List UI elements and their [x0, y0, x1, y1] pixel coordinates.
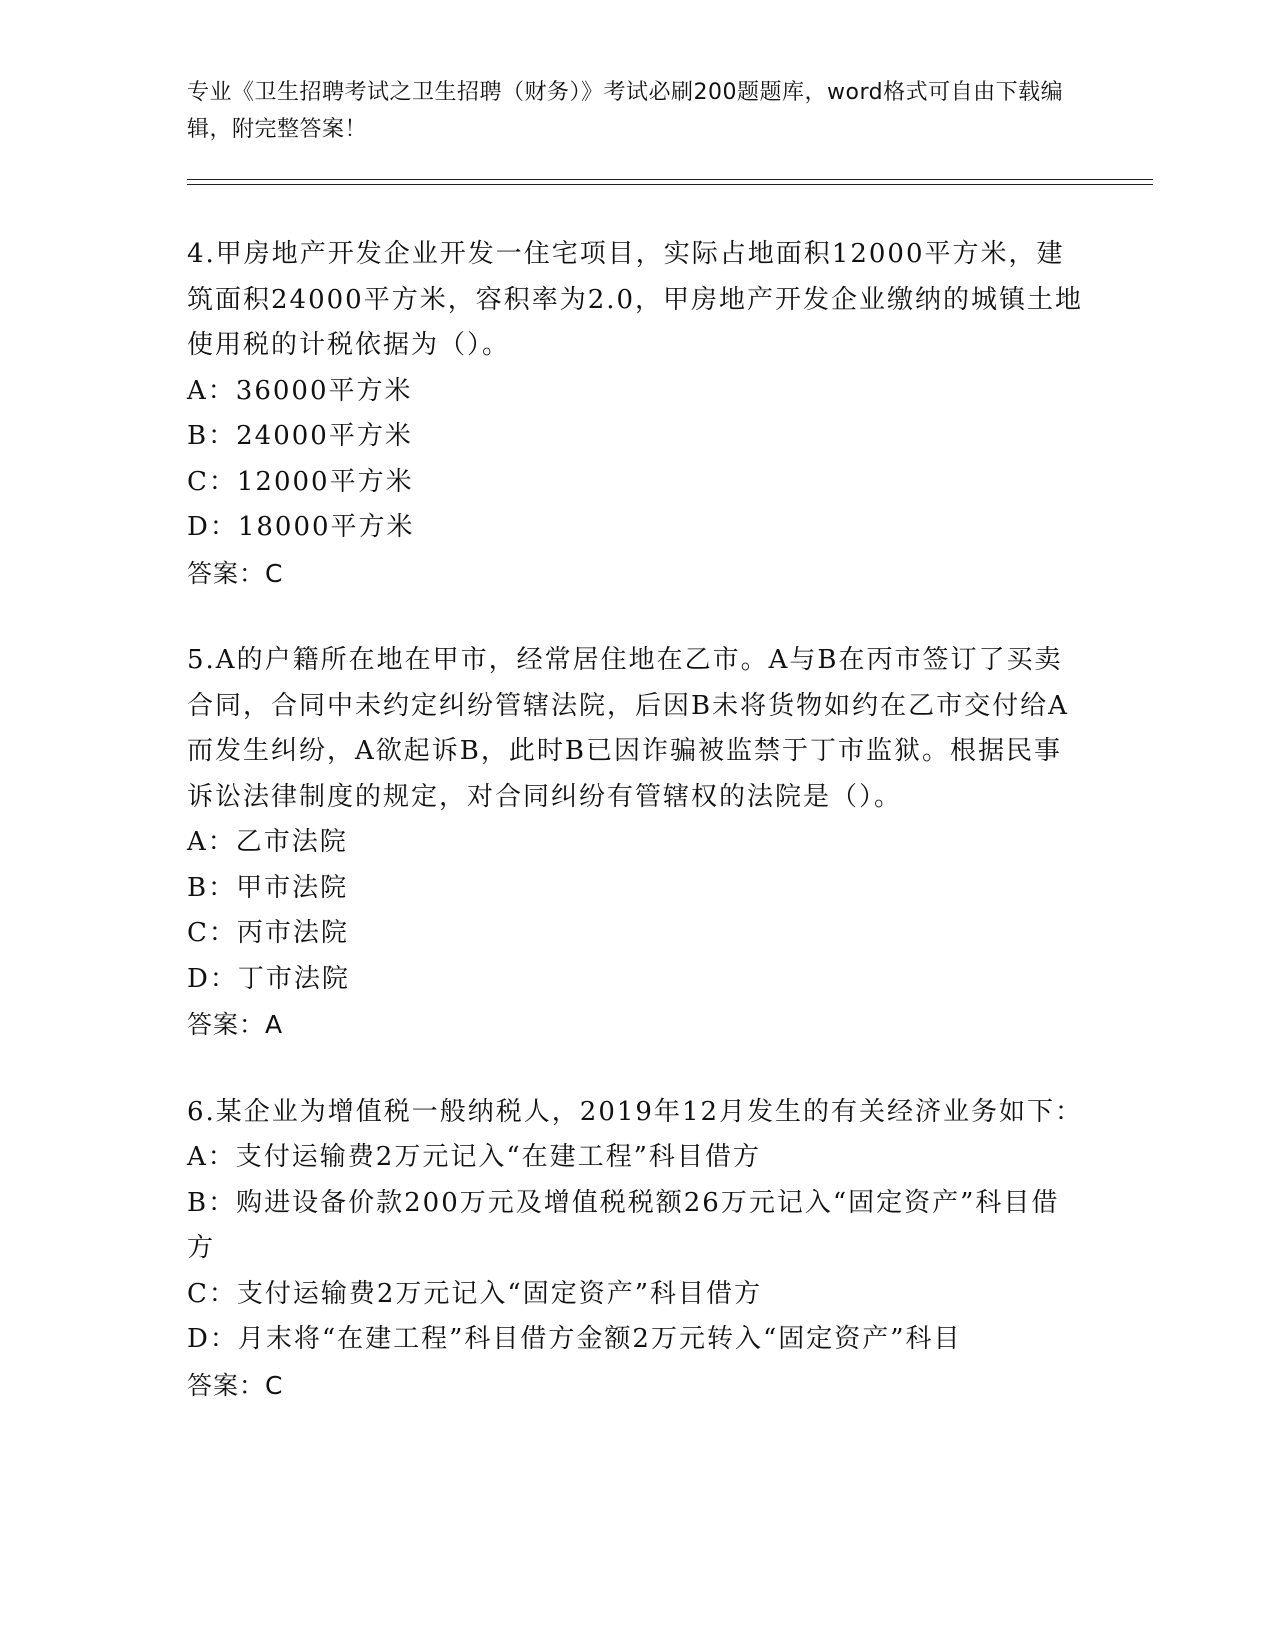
question-stem: 6.某企业为增值税一般纳税人，2019年12月发生的有关经济业务如下：: [187, 1096, 1084, 1127]
option-d: D：月末将“在建工程”科目借方金额2万元转入“固定资产”科目: [187, 1324, 962, 1354]
option-a: A：乙市法院: [187, 827, 348, 857]
document-header: 专业《卫生招聘考试之卫生招聘（财务）》考试必刷200题题库，word格式可自由下载编辑，附完整答案！: [187, 80, 1064, 142]
option-b: B：购进设备价款200万元及增值税税额26万元记入“固定资产”科目借方: [187, 1187, 1060, 1263]
question-4: [187, 232, 1087, 596]
question-list: [187, 232, 1087, 1450]
option-c: C：12000平方米: [187, 466, 414, 497]
option-b: B：甲市法院: [187, 872, 349, 903]
option-a: A：支付运输费2万元记入“在建工程”科目借方: [187, 1142, 761, 1172]
option-b: B：24000平方米: [187, 421, 413, 451]
question-stem: 4.甲房地产开发企业开发一住宅项目，实际占地面积12000平方米，建筑面积24000平方米，容积率为2.0，甲房地产开发企业缴纳的城镇土地使用税的计税依据为（）。: [187, 239, 1084, 360]
question-stem: 5.A的户籍所在地在甲市，经常居住地在乙市。A与B在丙市签订了买卖合同，合同中未约定纠纷管辖法院，后因B未将货物如约在乙市交付给A而发生纠纷，A欲起诉B，此时B已因诈骗被监禁于丁市监狱。根据民事诉讼法律制度的规定，对合同纠纷有管辖权的法院是（）。: [187, 645, 1069, 812]
answer-line: 答案：A: [187, 1010, 284, 1039]
answer-line: 答案：C: [187, 1370, 284, 1400]
option-c: C：丙市法院: [187, 918, 349, 948]
option-c: C：支付运输费2万元记入“固定资产”科目借方: [187, 1278, 763, 1309]
header-divider-bottom: [187, 184, 1153, 185]
question-6: [187, 1090, 1087, 1409]
option-d: D：丁市法院: [187, 963, 350, 994]
header-divider-top: [187, 179, 1153, 180]
answer-line: 答案：C: [187, 558, 284, 588]
option-a: A：36000平方米: [187, 375, 413, 406]
question-5: [187, 638, 1087, 1048]
option-d: D：18000平方米: [187, 512, 415, 542]
